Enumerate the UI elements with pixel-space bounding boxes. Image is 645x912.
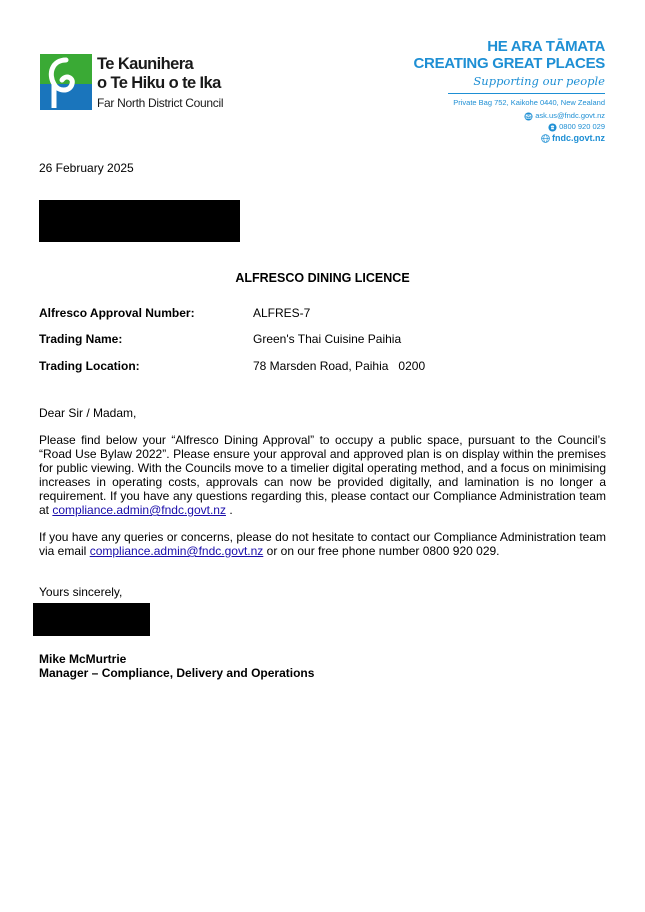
trading-location-label: Trading Location: xyxy=(39,359,140,373)
email-icon xyxy=(524,112,533,121)
approval-number-value: ALFRES-7 xyxy=(253,306,311,320)
body-paragraph-2 xyxy=(39,530,606,558)
paragraph-1-text: Please find below your “Alfresco Dining Approval” to occupy a public space, pursuant to the Council’s “Road Use Bylaw 2022”. Please ensure your approval and approved plan is on display within the premises for public viewing. With the Councils move to a timelier digital operating method, and a focus on minimising increases in operating costs, approvals can now be provided digitally, and lamination is no longer a requirement. If you have any questions regarding this, please contact our Compliance Administration team at xyxy=(39,433,606,517)
logo-text-line-2: o Te Hiku o te Ika xyxy=(97,74,221,92)
council-phone xyxy=(548,122,605,132)
signatory-name: Mike McMurtrie xyxy=(39,652,127,666)
tagline-maori: HE ARA TĀMATA xyxy=(487,38,605,55)
council-website-text: fndc.govt.nz xyxy=(552,133,605,143)
tagline-sub: Supporting our people xyxy=(473,74,605,88)
council-phone-text: 0800 920 029 xyxy=(559,122,605,131)
council-email xyxy=(524,111,605,121)
closing: Yours sincerely, xyxy=(39,585,123,599)
trading-location-value: 78 Marsden Road, Paihia 0200 xyxy=(253,359,426,373)
trading-name-label: Trading Name: xyxy=(39,332,123,346)
council-website xyxy=(541,133,605,143)
paragraph-1-tail: . xyxy=(229,503,233,517)
body-paragraph-1 xyxy=(39,433,606,517)
logo-text-line-1: Te Kaunihera xyxy=(97,55,194,73)
letter-date: 26 February 2025 xyxy=(39,161,134,175)
trading-name-value: Green's Thai Cuisine Paihia xyxy=(253,332,402,346)
logo-text-line-3: Far North District Council xyxy=(97,96,224,110)
fndc-logo-icon xyxy=(40,54,92,110)
approval-number-label: Alfresco Approval Number: xyxy=(39,306,195,320)
paragraph-2-text: If you have any queries or concerns, please do not hesitate to contact our Compliance Administration team via email xyxy=(39,530,606,558)
phone-icon xyxy=(548,123,557,132)
globe-icon xyxy=(541,134,550,143)
council-email-text: ask.us@fndc.govt.nz xyxy=(535,111,605,120)
compliance-email-link-1[interactable]: compliance.admin@fndc.govt.nz xyxy=(52,503,226,517)
header-divider xyxy=(448,93,605,94)
paragraph-2-tail: or on our free phone number 0800 920 029. xyxy=(266,544,500,558)
salutation: Dear Sir / Madam, xyxy=(39,406,137,420)
signatory-title: Manager – Compliance, Delivery and Operations xyxy=(39,666,315,680)
redacted-signature xyxy=(33,603,150,636)
page-title: ALFRESCO DINING LICENCE xyxy=(235,271,410,285)
tagline-english: CREATING GREAT PLACES xyxy=(413,55,605,72)
compliance-email-link-2[interactable]: compliance.admin@fndc.govt.nz xyxy=(89,544,264,558)
redacted-recipient-address xyxy=(39,200,240,242)
council-address: Private Bag 752, Kaikohe 0440, New Zealand xyxy=(453,98,605,107)
